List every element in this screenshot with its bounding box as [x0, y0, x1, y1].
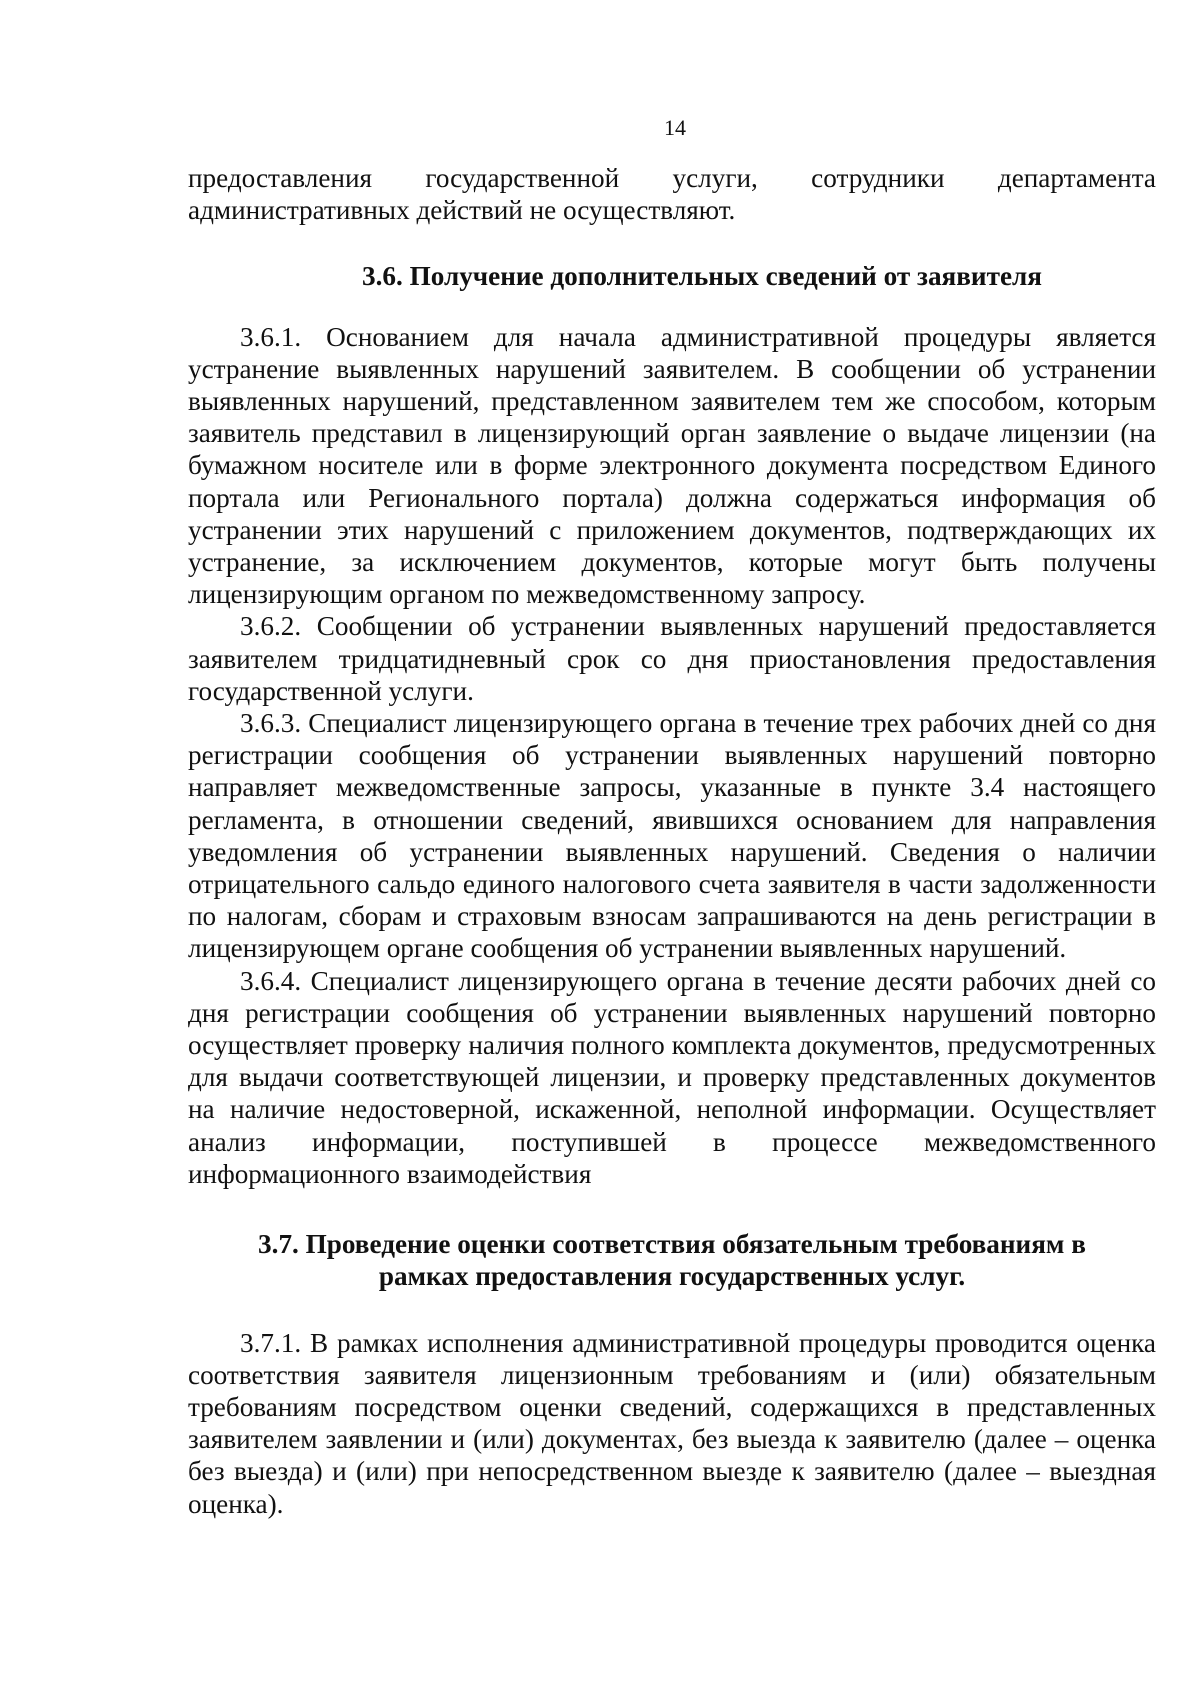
page-number: 14: [664, 115, 686, 140]
paragraph-3-6-1: 3.6.1. Основанием для начала административной процедуры является устранение выявленных нарушений заявителем. В сообщении об устранении выявленных нарушений, представленном заявителем тем же способом, которым заявитель представил в лицензирующий орган заявление о выдаче лицензии (на бумажном носителе или в форме электронного документа посредством Единого портала или Регионального портала) должна содержаться информация об устранении этих нарушений с приложением документов, подтверждающих их устранение, за исключением документов, которые могут быть получены лицензирующим органом по межведомственному запросу.: [188, 321, 1156, 610]
paragraph-3-6-4: 3.6.4. Специалист лицензирующего органа в течение десяти рабочих дней со дня регистрации сообщения об устранении выявленных нарушений повторно осуществляет проверку наличия полного комплекта документов, предусмотренных для выдачи соответствующей лицензии, и проверку представленных документов на наличие недостоверной, искаженной, неполной информации. Осуществляет анализ информации, поступившей в процессе межведомственного информационного взаимодействия: [188, 965, 1156, 1189]
section-3-7-heading: [188, 1228, 1156, 1292]
section-3-6-heading: 3.6. Получение дополнительных сведений от заявителя: [362, 261, 1042, 292]
section-3-7-heading-line-2: рамках предоставления государственных услуг.: [378, 1261, 966, 1292]
paragraph-3-6-2: 3.6.2. Сообщении об устранении выявленных нарушений предоставляется заявителем тридцатидневный срок со дня приостановления предоставления государственной услуги.: [188, 611, 1156, 706]
paragraph-3-6-3: 3.6.3. Специалист лицензирующего органа в течение трех рабочих дней со дня регистрации сообщения об устранении выявленных нарушений повторно направляет межведомственные запросы, указанные в пункте 3.4 настоящего регламента, в отношении сведений, явившихся основанием для направления уведомления об устранении выявленных нарушений. Сведения о наличии отрицательного сальдо единого налогового счета заявителя в части задолженности по налогам, сборам и страховым взносам запрашиваются на день регистрации в лицензирующем органе сообщения об устранении выявленных нарушений.: [188, 708, 1156, 964]
document-body: [188, 162, 1156, 1520]
section-3-7-heading-line-1: 3.7. Проведение оценки соответствия обязательным требованиям в: [258, 1229, 1086, 1260]
intro-paragraph: предоставления государственной услуги, сотрудники департамента административных действий не осуществляют.: [188, 163, 1156, 226]
paragraph-3-7-1: 3.7.1. В рамках исполнения административной процедуры проводится оценка соответствия заявителя лицензионным требованиям и (или) обязательным требованиям посредством оценки сведений, содержащихся в представленных заявителем заявлении и (или) документах, без выезда к заявителю (далее – оценка без выезда) и (или) при непосредственном выезде к заявителю (далее – выездная оценка).: [188, 1327, 1156, 1519]
